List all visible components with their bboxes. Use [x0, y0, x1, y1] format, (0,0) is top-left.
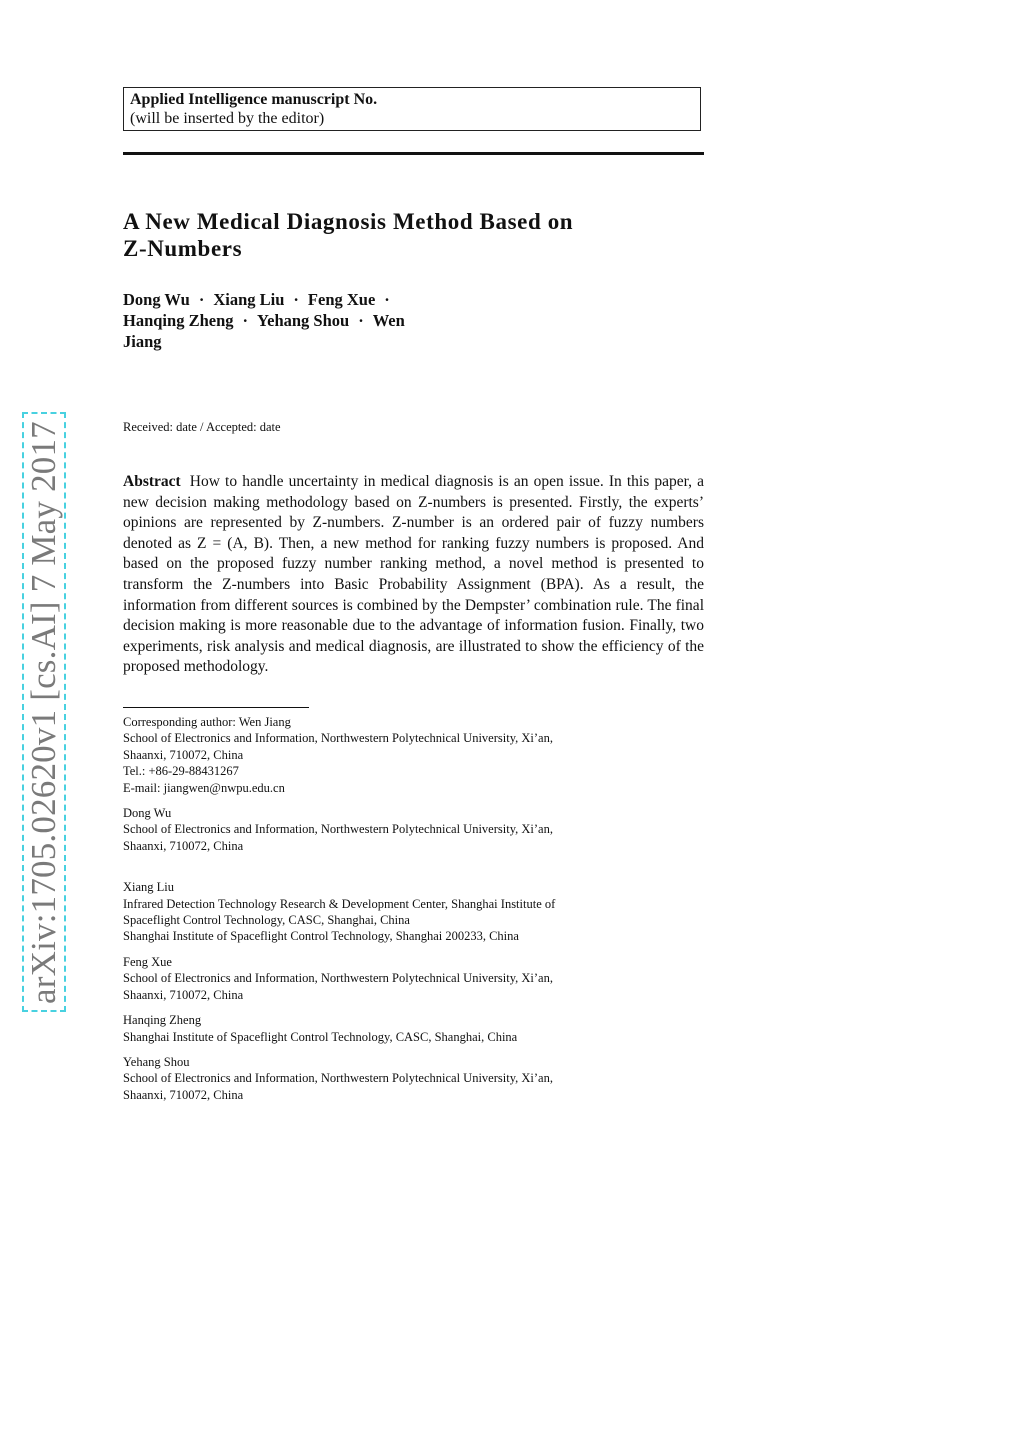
- arxiv-identifier-stamp[interactable]: arXiv:1705.02620v1 [cs.AI] 7 May 2017: [22, 412, 66, 1012]
- author-separator: ·: [293, 290, 299, 309]
- author-line-2: [123, 310, 483, 331]
- author-list: [123, 289, 483, 352]
- affiliation-line: Spaceflight Control Technology, CASC, Shanghai, China: [123, 913, 410, 928]
- affiliation-block: [123, 879, 704, 945]
- footnote-rule: [123, 707, 309, 708]
- affiliation-line: School of Electronics and Information, Northwestern Polytechnical University, Xi’an,: [123, 971, 553, 986]
- journal-name: Applied Intelligence manuscript No.: [130, 91, 378, 108]
- title-line-2: Z-Numbers: [123, 236, 243, 261]
- affiliation-person: Dong Wu: [123, 806, 172, 821]
- affiliation-line: Infrared Detection Technology Research & Development Center, Shanghai Institute of: [123, 896, 556, 911]
- affiliation-line[interactable]: E-mail: jiangwen@nwpu.edu.cn: [123, 780, 285, 795]
- affiliation-line: Shanghai Institute of Spaceflight Control Technology, Shanghai 200233, China: [123, 929, 519, 944]
- affiliation-person: Feng Xue: [123, 954, 172, 969]
- author-separator: ·: [198, 290, 205, 309]
- author-name: Xiang Liu: [213, 290, 285, 309]
- affiliation-line: Shanghai Institute of Spaceflight Control Technology, CASC, Shanghai, China: [123, 1029, 518, 1044]
- affiliation-line: Shaanxi, 710072, China: [123, 1087, 244, 1102]
- received-accepted-date: Received: date / Accepted: date: [123, 420, 281, 434]
- journal-header-box: [123, 87, 701, 131]
- affiliation-line: Shaanxi, 710072, China: [123, 987, 244, 1002]
- abstract-text: How to handle uncertainty in medical diagnosis is an open issue. In this paper, a new decision making methodology based on Z-numbers is presented. Firstly, the experts’ opinions are represented by Z-numbers. Z-number is an ordered pair of fuzzy numbers denoted as Z = (A, B). Then, a new method for ranking fuzzy numbers is proposed. And based on the proposed fuzzy number ranking method, a novel method is presented to transform the Z-numbers into Basic Probability Assignment (BPA). As a result, the information from different sources is combined by the Dempster’ combination rule. The final decision making is more reasonable due to the advantage of information fusion. Finally, two experiments, risk analysis and medical diagnosis, are illustrated to show the efficiency of the proposed methodology.: [123, 473, 705, 676]
- affiliation-person: Xiang Liu: [123, 880, 175, 895]
- header-rule: [123, 152, 704, 155]
- affiliation-block: [123, 954, 704, 1003]
- paper-title: [123, 208, 703, 262]
- author-separator: ·: [242, 311, 249, 330]
- author-separator: ·: [384, 290, 390, 309]
- affiliation-person: Hanqing Zheng: [123, 1013, 202, 1028]
- affiliation-block: [123, 805, 704, 854]
- affiliation-block: [123, 1054, 704, 1103]
- author-separator: ·: [358, 311, 364, 330]
- abstract: [123, 472, 704, 678]
- author-name: Wen: [372, 311, 405, 330]
- affiliations: [123, 714, 704, 1103]
- author-name: Feng Xue: [307, 290, 376, 309]
- affiliation-line: School of Electronics and Information, Northwestern Polytechnical University, Xi’an,: [123, 731, 553, 746]
- journal-editor-note: (will be inserted by the editor): [130, 110, 325, 127]
- affiliation-line: Shaanxi, 710072, China: [123, 747, 244, 762]
- affiliation-person: Corresponding author: Wen Jiang: [123, 715, 291, 729]
- affiliation-line: School of Electronics and Information, Northwestern Polytechnical University, Xi’an,: [123, 1071, 553, 1086]
- author-line-3: Jiang: [123, 332, 162, 351]
- author-line-1: [123, 289, 483, 310]
- affiliation-line: Shaanxi, 710072, China: [123, 838, 244, 853]
- abstract-label: Abstract: [123, 473, 181, 490]
- affiliation-line: Tel.: +86-29-88431267: [123, 764, 239, 779]
- affiliation-block: [123, 1012, 704, 1045]
- author-name: Dong Wu: [123, 290, 190, 309]
- author-name: Hanqing Zheng: [123, 311, 234, 330]
- author-name: Yehang Shou: [257, 311, 350, 330]
- affiliation-block: [123, 714, 704, 796]
- affiliation-line: School of Electronics and Information, Northwestern Polytechnical University, Xi’an,: [123, 822, 553, 837]
- affiliation-person: Yehang Shou: [123, 1054, 190, 1069]
- title-line-1: A New Medical Diagnosis Method Based on: [123, 209, 574, 234]
